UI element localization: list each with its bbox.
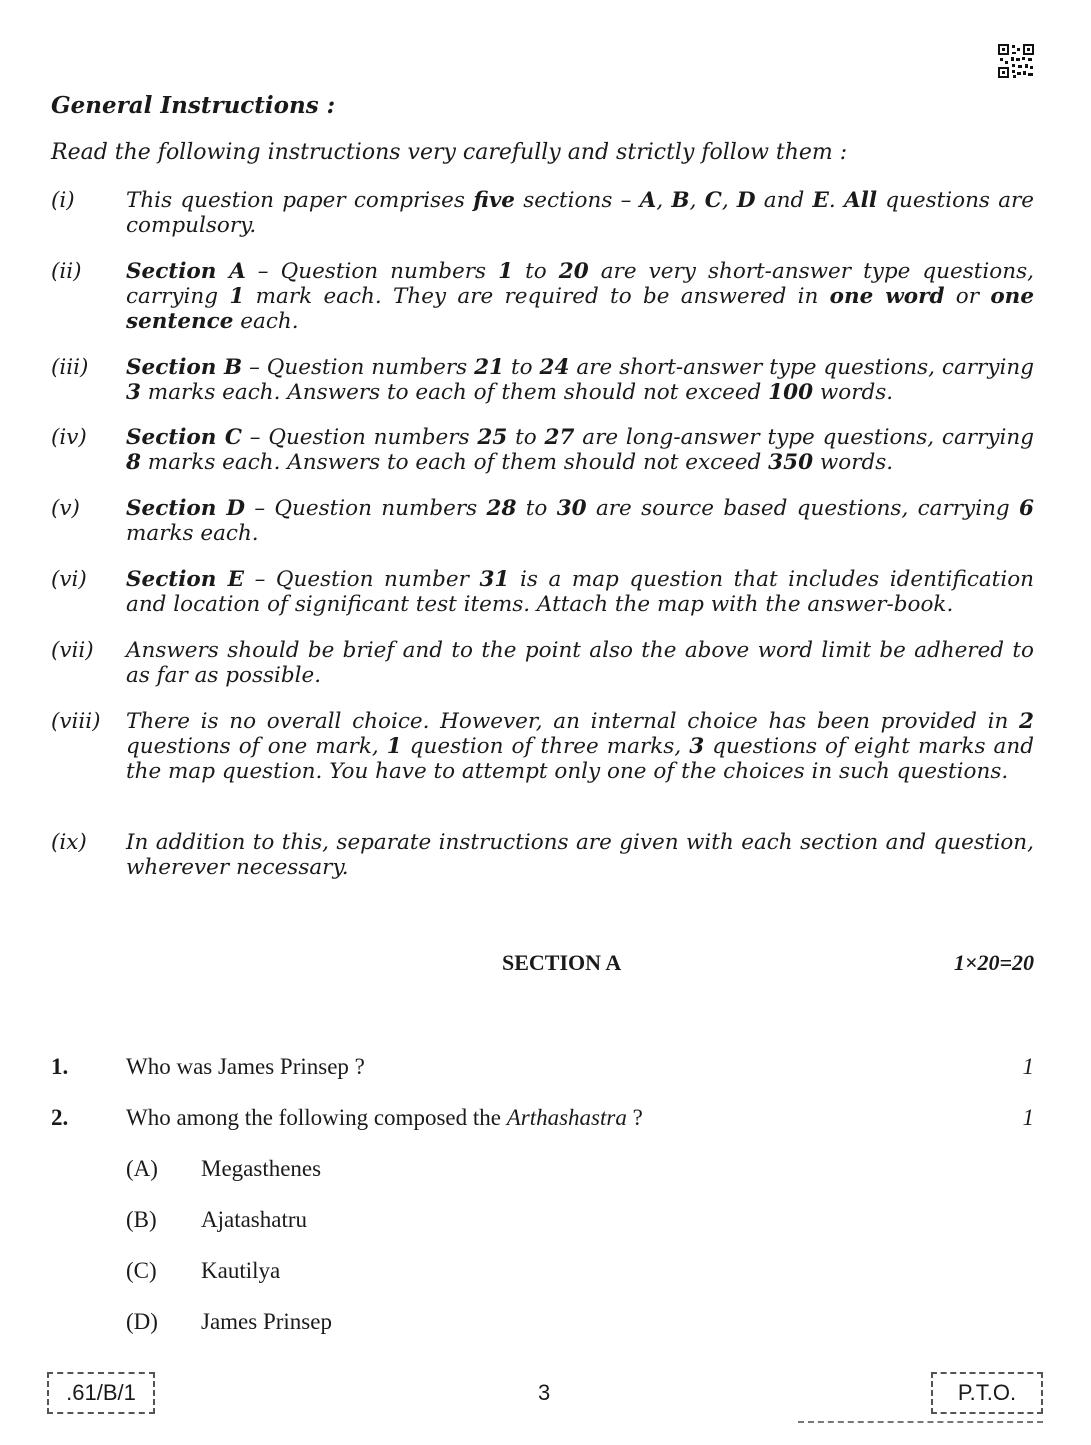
section-title: SECTION A [502,950,622,975]
option-label: (C) [126,1258,157,1283]
option-label: (D) [126,1309,158,1334]
page-number: 3 [538,1380,551,1405]
instruction-text: Section E – Question number 31 is a map question that includes identification and location of significant test items. Attach the map with the answer-book. [126,567,1034,617]
instruction-text: There is no overall choice. However, an internal choice has been provided in 2 questions of one mark, 1 question of three marks, 3 questions of eight marks and the map question. You have to attempt only one of the choices in such questions. [126,709,1034,784]
question-marks: 1 [1022,1054,1034,1079]
qr-code-icon [998,44,1034,78]
instruction-text: In addition to this, separate instructions are given with each section and question, wherever necessary. [126,830,1034,880]
general-instructions-title: General Instructions : [51,92,336,119]
footer-divider [798,1421,1043,1423]
instruction-number: (i) [51,188,75,213]
option-text: Ajatashatru [201,1207,308,1232]
instruction-item [51,425,1034,475]
instruction-text: Section B – Question numbers 21 to 24 are short-answer type questions, carrying 3 marks each. Answers to each of them should not exceed 100 words. [126,355,1034,405]
instruction-text: Section D – Question numbers 28 to 30 are source based questions, carrying 6 marks each. [126,496,1034,546]
instruction-item [51,355,1034,405]
option-b [126,1207,307,1233]
question-text: Who among the following composed the Arthashastra ? [126,1105,643,1130]
instruction-text: Answers should be brief and to the point also the above word limit be adhered to as far as possible. [126,638,1034,688]
question-text: Who was James Prinsep ? [126,1054,365,1079]
instruction-text: This question paper comprises five sections – A, B, C, D and E. All questions are compulsory. [126,188,1035,238]
instruction-item [51,638,1034,688]
instruction-number: (ix) [51,830,87,855]
instruction-number: (viii) [51,709,101,734]
instruction-number: (ii) [51,259,82,284]
option-text: Megasthenes [201,1156,322,1181]
option-c [126,1258,280,1284]
question-2 [51,1105,1034,1131]
section-marks: 1×20=20 [953,950,1034,975]
option-d [126,1309,332,1335]
pto-label: P.T.O. [931,1372,1043,1414]
question-number: 2. [51,1105,69,1130]
instruction-item [51,709,1034,784]
option-text: Kautilya [201,1258,281,1283]
question-number: 1. [51,1054,69,1079]
general-instructions-intro: Read the following instructions very carefully and strictly follow them : [51,140,848,165]
instruction-number: (vi) [51,567,87,592]
option-a [126,1156,321,1182]
instruction-text: Section A – Question numbers 1 to 20 are very short-answer type questions, carrying 1 mark each. They are required to be answered in one word or one sentence each. [126,259,1034,334]
instruction-item [51,496,1034,546]
instruction-item [51,830,1034,880]
instruction-text: Section C – Question numbers 25 to 27 are long-answer type questions, carrying 8 marks each. Answers to each of them should not exceed 350 words. [126,425,1034,475]
instruction-item [51,567,1034,617]
instruction-number: (vii) [51,638,94,663]
instruction-number: (iv) [51,425,87,450]
option-label: (B) [126,1207,157,1232]
option-label: (A) [126,1156,158,1181]
instruction-item [51,259,1034,334]
question-marks: 1 [1022,1105,1034,1130]
question-1 [51,1054,1034,1080]
instruction-number: (v) [51,496,80,521]
instruction-item [51,188,1034,238]
paper-code: .61/B/1 [47,1372,155,1414]
instruction-number: (iii) [51,355,89,380]
option-text: James Prinsep [201,1309,332,1334]
